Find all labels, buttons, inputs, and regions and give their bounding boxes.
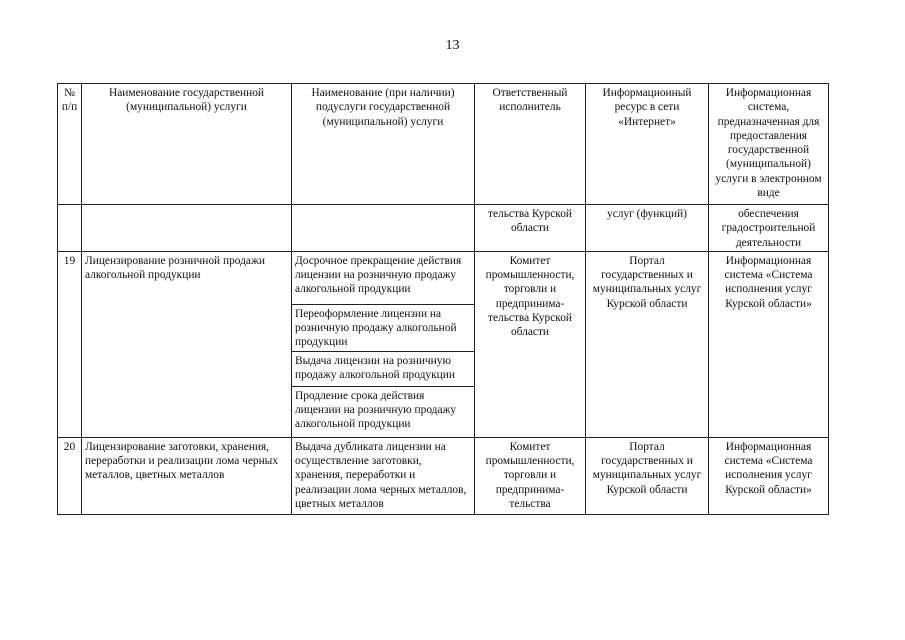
cell-internet-resource: Портал государственных и муниципальных услуг Курской области [586, 251, 709, 437]
header-subservice-name: Наименование (при наличии) подуслуги государственной (муниципальной) услуги [292, 84, 475, 205]
header-executor: Ответственный исполнитель [475, 84, 586, 205]
header-service-name: Наименование государственной (муниципальной) услуги [82, 84, 292, 205]
cell-subservice-name [292, 205, 475, 252]
cell-service-name: Лицензирование заготовки, хранения, переработки и реализации лома черных металлов, цветных металлов [82, 437, 292, 514]
services-table [57, 83, 829, 515]
header-internet-resource: Информациоиный ресурс в сети «Интернет» [586, 84, 709, 205]
cell-subservice-name: Выдача лицензии на розничную продажу алкогольной продукции [292, 351, 475, 386]
table-row-continuation [58, 205, 829, 252]
cell-subservice-name: Продление срока действия лицензии на розничную продажу алкогольной продукции [292, 386, 475, 437]
cell-service-name [82, 205, 292, 252]
header-information-system: Информационная система, предназначенная для предоставления государственной (муниципальной) услуги в электронном виде [709, 84, 829, 205]
cell-service-name: Лицензирование розничной продажи алкогольной продукции [82, 251, 292, 437]
table-header-row [58, 84, 829, 205]
cell-internet-resource: услуг (функций) [586, 205, 709, 252]
cell-subservice-name: Переоформление лицензии на розничную продажу алкогольной продукции [292, 304, 475, 351]
table-row [58, 437, 829, 514]
cell-information-system: Информационная система «Система исполнения услуг Курской области» [709, 251, 829, 437]
cell-number: 19 [58, 251, 82, 437]
cell-executor: тельства Курской области [475, 205, 586, 252]
header-number: № п/п [58, 84, 82, 205]
cell-information-system: Информационная система «Система исполнения услуг Курской области» [709, 437, 829, 514]
cell-number: 20 [58, 437, 82, 514]
cell-information-system: обеспечения градостроительной деятельности [709, 205, 829, 252]
cell-internet-resource: Портал государственных и муниципальных услуг Курской области [586, 437, 709, 514]
cell-number [58, 205, 82, 252]
cell-subservice-name: Досрочное прекращение действия лицензии на розничную продажу алкогольной продукции [292, 251, 475, 304]
cell-executor: Комитет промышленности, торговли и предпринима-тельства [475, 437, 586, 514]
cell-executor: Комитет промышленности, торговли и предпринима-тельства Курской области [475, 251, 586, 437]
page-number: 13 [445, 38, 460, 53]
table-row [58, 251, 829, 304]
cell-subservice-name: Выдача дубликата лицензии на осуществление заготовки, хранения, переработки и реализации лома черных металлов, цветных металлов [292, 437, 475, 514]
